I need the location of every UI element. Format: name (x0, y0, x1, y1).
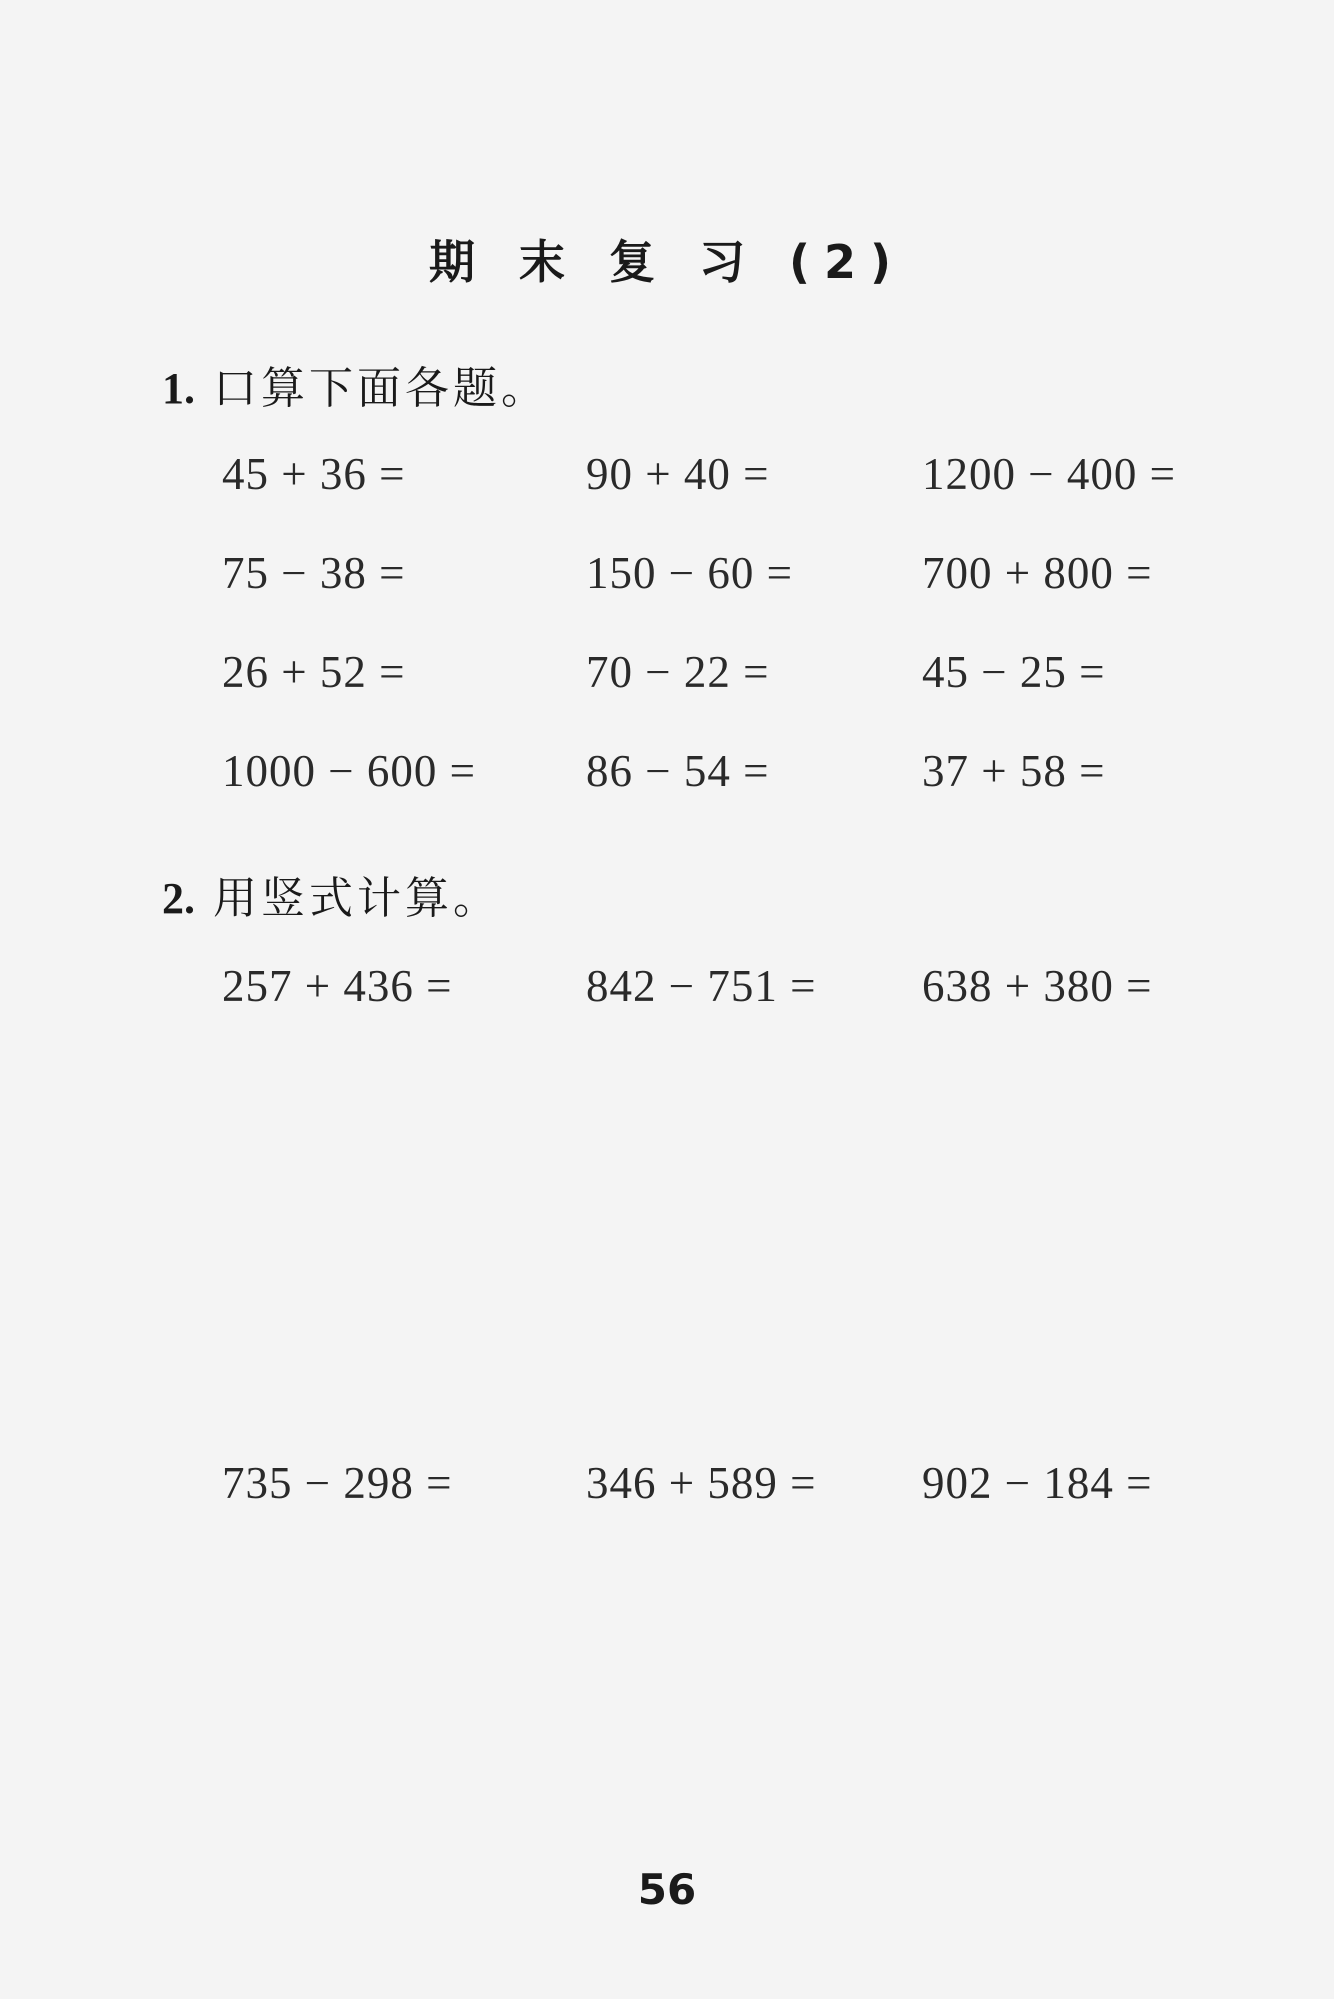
section-2-number: 2. (162, 874, 195, 923)
problem-3-2: 70 − 22 = (586, 647, 770, 697)
problem-2-3: 700 + 800 = (922, 548, 1153, 598)
mental-math-row-1 (0, 448, 1334, 508)
problem-3-3: 45 − 25 = (922, 647, 1106, 697)
vertical-problem-1-3: 638 + 380 = (922, 961, 1153, 1011)
page-number: 56 (637, 1865, 697, 1914)
mental-math-row-3 (0, 646, 1334, 706)
problem-2-1: 75 − 38 = (222, 548, 406, 598)
section-1-heading (162, 352, 549, 416)
vertical-calc-row-2 (0, 1457, 1334, 1517)
section-2-heading (162, 862, 501, 926)
page-title: 期 末 复 习 (2) (428, 235, 906, 289)
section-2-text: 用竖式计算。 (213, 873, 501, 924)
problem-2-2: 150 − 60 = (586, 548, 794, 598)
problem-1-1: 45 + 36 = (222, 449, 406, 499)
vertical-calc-row-1 (0, 960, 1334, 1020)
vertical-problem-2-1: 735 − 298 = (222, 1458, 453, 1508)
mental-math-row-2 (0, 547, 1334, 607)
vertical-problem-2-3: 902 − 184 = (922, 1458, 1153, 1508)
section-1-number: 1. (162, 364, 195, 413)
problem-1-2: 90 + 40 = (586, 449, 770, 499)
vertical-problem-2-2: 346 + 589 = (586, 1458, 817, 1508)
problem-3-1: 26 + 52 = (222, 647, 406, 697)
problem-4-3: 37 + 58 = (922, 746, 1106, 796)
mental-math-row-4 (0, 745, 1334, 805)
problem-4-1: 1000 − 600 = (222, 746, 477, 796)
problem-4-2: 86 − 54 = (586, 746, 770, 796)
problem-1-3: 1200 − 400 = (922, 449, 1177, 499)
section-1-text: 口算下面各题。 (213, 363, 549, 414)
vertical-problem-1-2: 842 − 751 = (586, 961, 817, 1011)
vertical-problem-1-1: 257 + 436 = (222, 961, 453, 1011)
